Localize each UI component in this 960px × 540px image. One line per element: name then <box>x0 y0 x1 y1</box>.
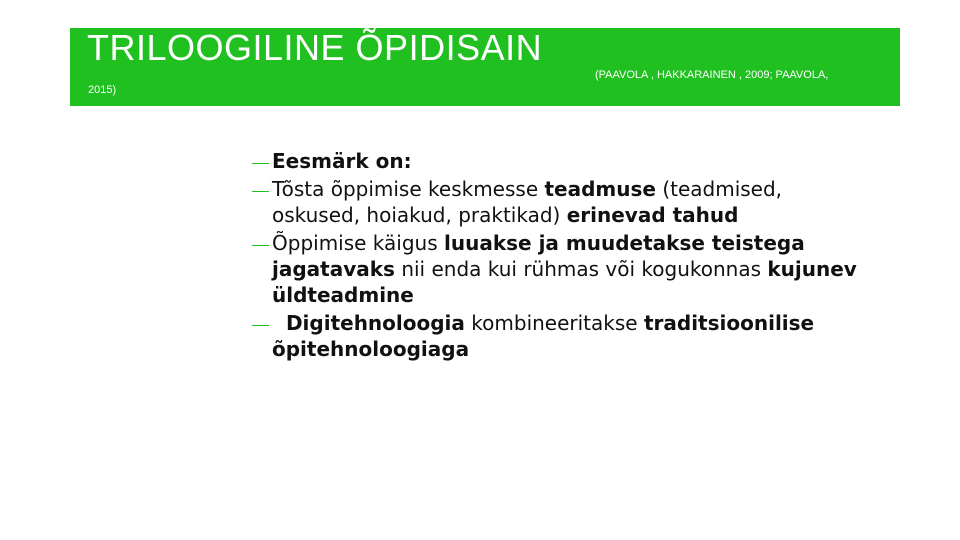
bullet-text <box>272 311 821 361</box>
bullet-item-technology <box>252 310 872 362</box>
bullet-text <box>272 231 857 307</box>
text-segment: kombineeritakse <box>464 311 644 335</box>
dash-marker <box>252 191 269 192</box>
dash-marker <box>252 245 269 246</box>
bullet-item-learning <box>252 230 872 308</box>
bullet-item-knowledge <box>252 176 872 228</box>
bold-text: erinevad tahud <box>566 203 739 227</box>
bold-text: traditsioonilise õpitehnoloogiaga <box>272 311 822 361</box>
bullet-list <box>252 148 872 364</box>
bullet-text <box>272 177 782 227</box>
bullet-text <box>272 149 412 173</box>
page-title: TRILOOGILINE ÕPIDISAIN <box>87 27 543 68</box>
citation-continued: 2015) <box>88 84 117 96</box>
bold-text: luuakse ja muudetakse teistega jagatavaks <box>272 231 805 281</box>
bold-text: Digitehnoloogia <box>272 311 465 335</box>
text-segment: Õppimise käigus <box>272 231 445 255</box>
dash-marker <box>252 163 269 164</box>
bold-text: Eesmärk on: <box>272 149 412 173</box>
text-segment: nii enda kui rühmas või kogukonnas <box>394 257 768 281</box>
text-segment: (teadmised, oskused, hoiakud, praktikad) <box>272 177 783 227</box>
bold-text: kujunev üldteadmine <box>272 257 857 307</box>
text-segment: Tõsta õppimise keskmesse <box>272 177 545 201</box>
title-banner <box>70 28 900 106</box>
dash-marker <box>252 325 269 326</box>
bold-text: teadmuse <box>544 177 656 201</box>
citation: (PAAVOLA , HAKKARAINEN , 2009; PAAVOLA, <box>595 69 829 81</box>
bullet-item-goal <box>252 148 872 174</box>
